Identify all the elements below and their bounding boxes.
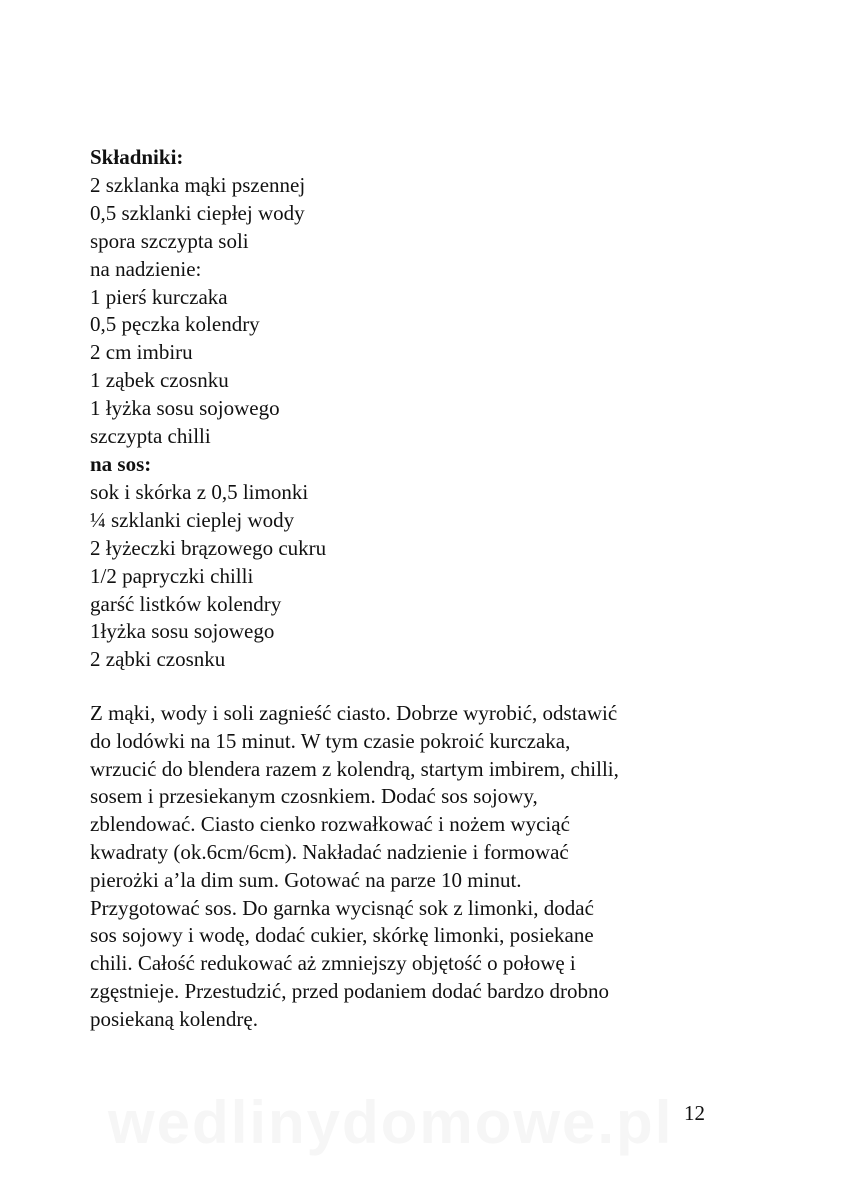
ingredient-line: 1 ząbek czosnku [90, 368, 229, 393]
instruction-line: posiekaną kolendrę. [90, 1006, 258, 1031]
ingredient-line: 1 pierś kurczaka [90, 284, 228, 309]
instruction-line: Z mąki, wody i soli zagnieść ciasto. Dobrze wyrobić, odstawić [90, 701, 618, 725]
ingredient-line: 2 szklanka mąki pszennej [90, 172, 306, 197]
ingredient-line: 2 cm imbiru [90, 340, 193, 365]
ingredients-heading: Składniki: [90, 145, 184, 169]
ingredient-line: 1łyżka sosu sojowego [90, 619, 275, 644]
ingredient-line: sok i skórka z 0,5 limonki [90, 479, 309, 504]
ingredient-line: 0,5 szklanki ciepłej wody [90, 200, 305, 225]
ingredient-line: szczypta chilli [90, 424, 211, 449]
ingredient-line: garść listków kolendry [90, 591, 282, 616]
sauce-heading: na sos: [90, 451, 152, 476]
instruction-line: do lodówki na 15 minut. W tym czasie pokroić kurczaka, [90, 728, 571, 753]
instruction-line: Przygotować sos. Do garnka wycisnąć sok z limonki, dodać [90, 895, 594, 920]
watermark: wedlinydomowe.pl [108, 1089, 674, 1156]
instructions-paragraph [90, 700, 730, 1034]
ingredient-line: 2 łyżeczki brązowego cukru [90, 535, 327, 560]
ingredient-line: 1/2 papryczki chilli [90, 563, 254, 588]
ingredient-line: spora szczypta soli [90, 228, 249, 253]
instruction-line: zblendować. Ciasto cienko rozwałkować i nożem wyciąć [90, 812, 570, 837]
instruction-line: wrzucić do blendera razem z kolendrą, startym imbirem, chilli, [90, 756, 619, 781]
instruction-line: kwadraty (ok.6cm/6cm). Nakładać nadzienie i formować [90, 839, 569, 864]
instruction-line: sosem i przesiekanym czosnkiem. Dodać sos sojowy, [90, 784, 538, 809]
ingredient-line: 0,5 pęczka kolendry [90, 312, 260, 337]
ingredients-section [90, 144, 730, 674]
filling-label: na nadzienie: [90, 256, 202, 281]
ingredient-line: ¼ szklanki cieplej wody [90, 507, 295, 532]
page-number: 12 [684, 1101, 705, 1125]
ingredient-line: 2 ząbki czosnku [90, 647, 226, 672]
instruction-line: chili. Całość redukować aż zmniejszy objętość o połowę i [90, 951, 576, 976]
instruction-line: sos sojowy i wodę, dodać cukier, skórkę limonki, posiekane [90, 923, 594, 948]
instruction-line: pierożki a’la dim sum. Gotować na parze 10 minut. [90, 867, 522, 892]
instruction-line: zgęstnieje. Przestudzić, przed podaniem dodać bardzo drobno [90, 978, 609, 1003]
ingredient-line: 1 łyżka sosu sojowego [90, 396, 280, 421]
